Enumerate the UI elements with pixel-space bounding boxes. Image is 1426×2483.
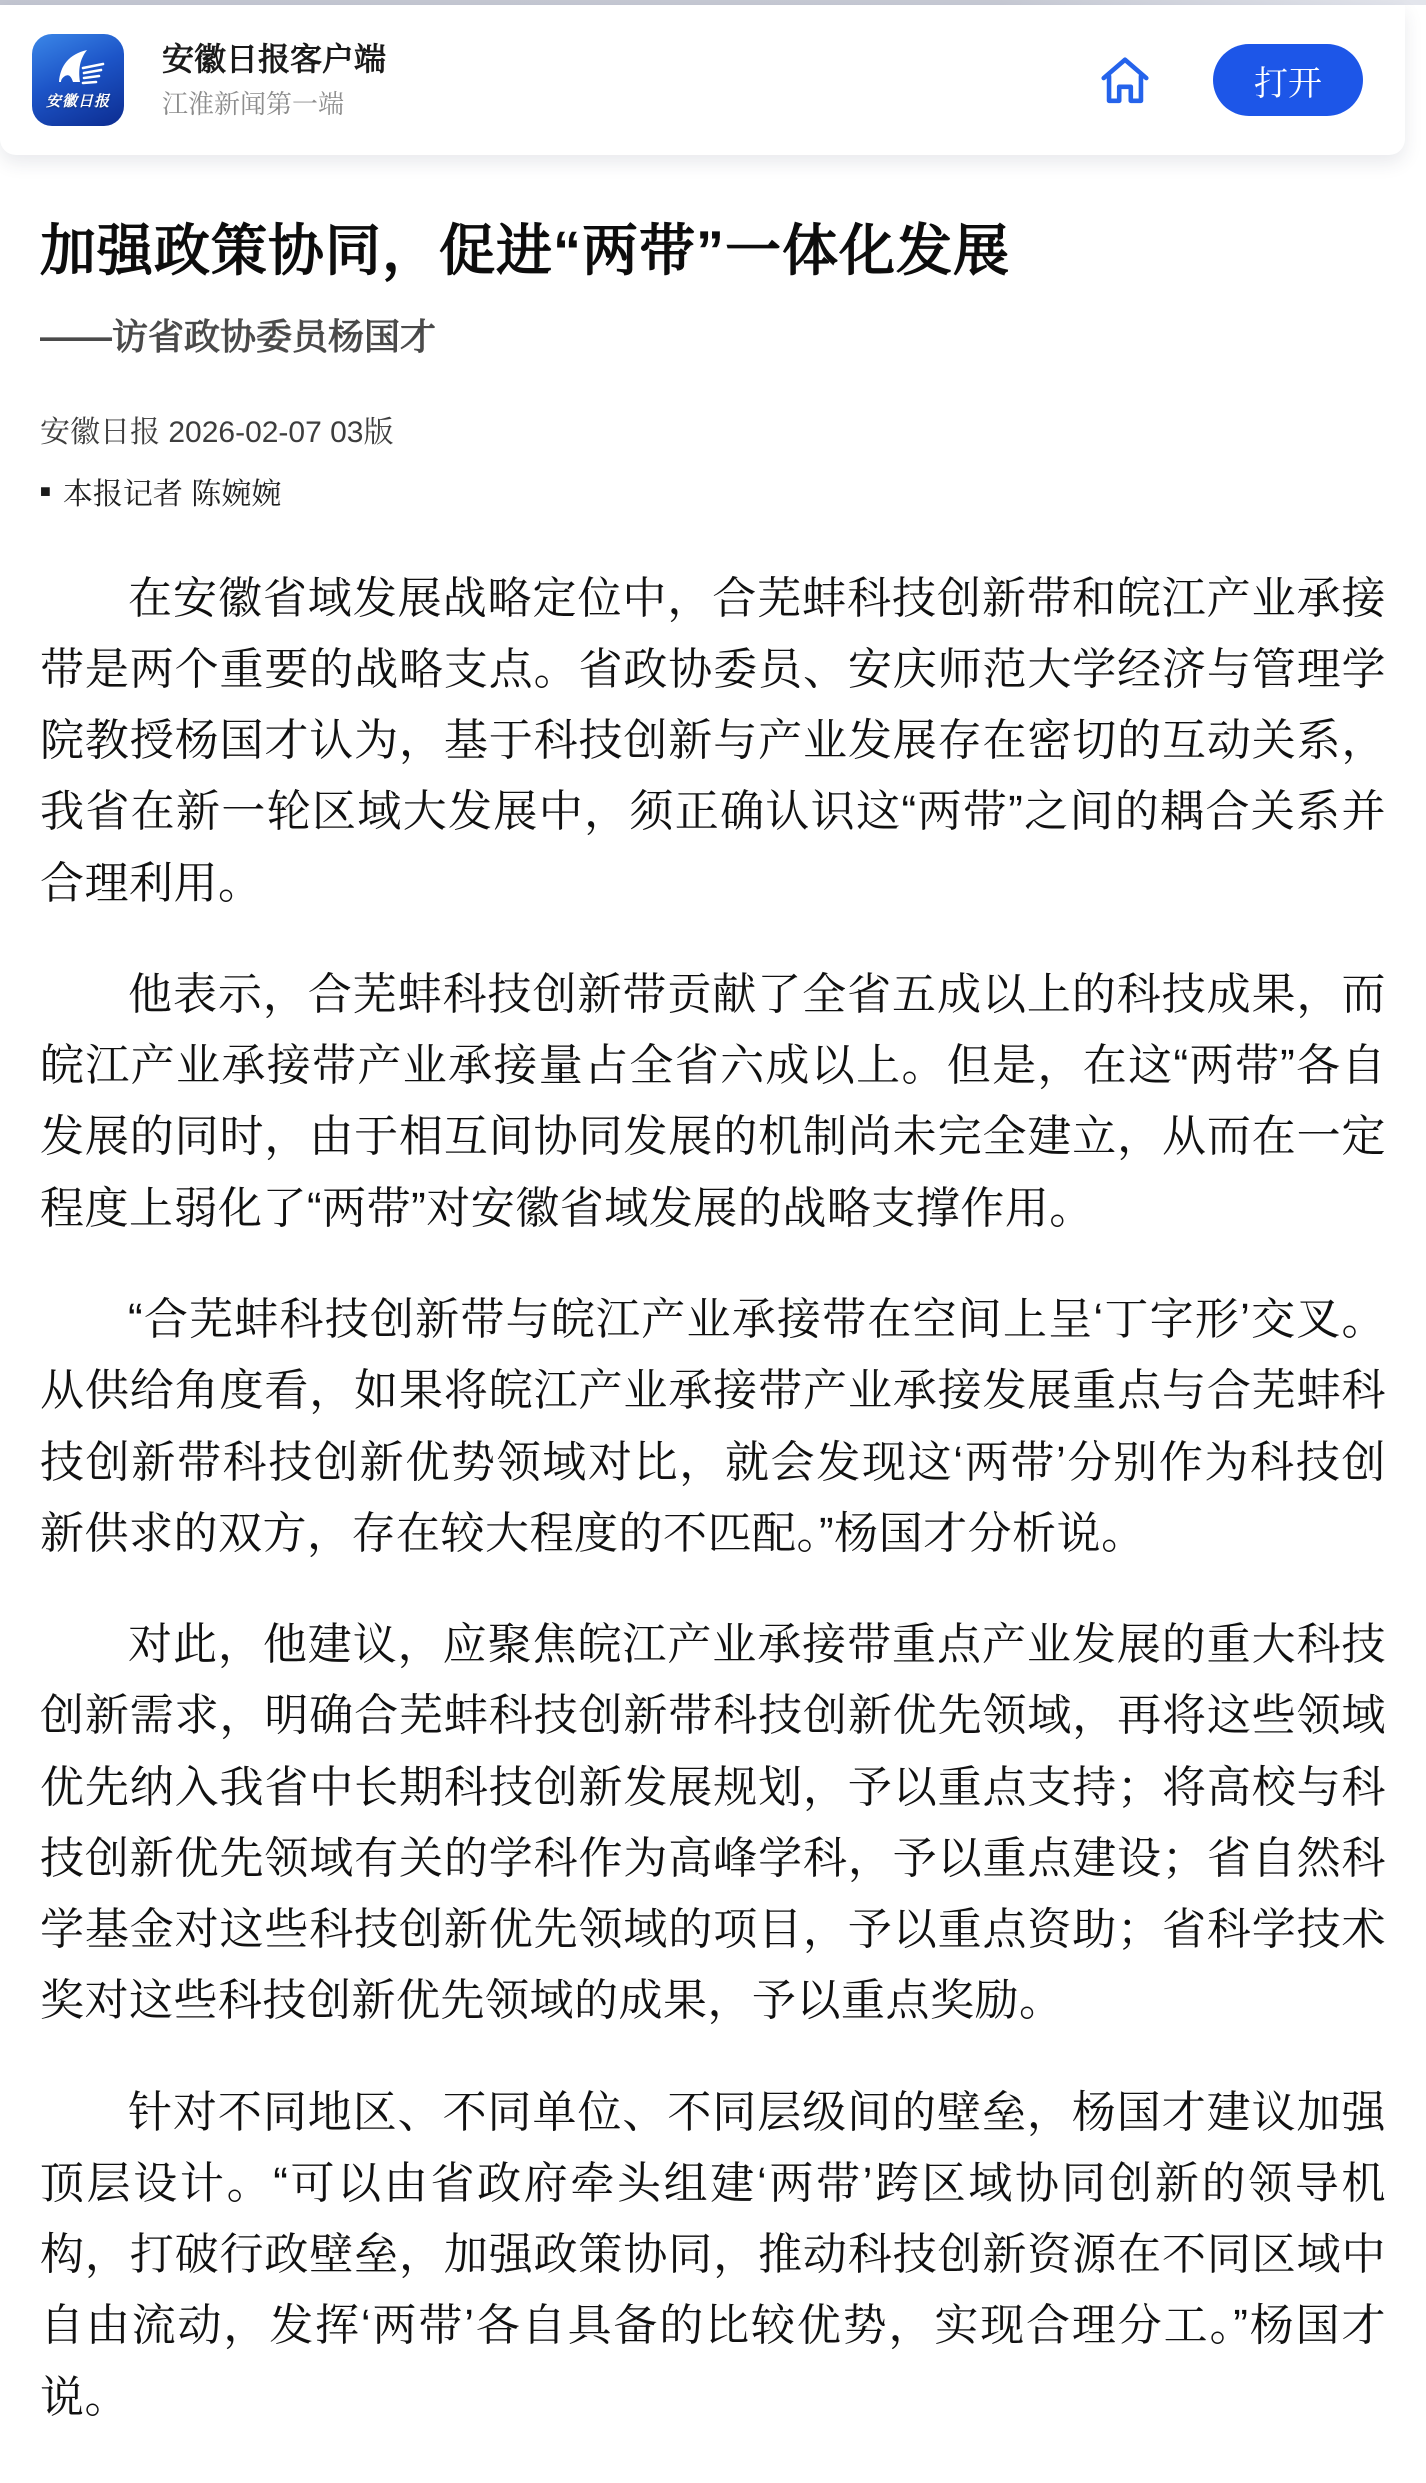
article-paragraph: 他表示，合芜蚌科技创新带贡献了全省五成以上的科技成果，而皖江产业承接带产业承接量占全省六成以上。但是，在这“两带”各自发展的同时，由于相互间协同发展的机制尚未完全建立，从而在一定程度上弱化了“两带”对安徽省域发展的战略支撑作用。 xyxy=(40,969,1386,1233)
app-icon-label: 安徽日报 xyxy=(45,93,110,110)
home-icon xyxy=(1096,51,1154,109)
app-tagline: 江淮新闻第一端 xyxy=(162,89,345,120)
app-download-banner xyxy=(0,5,1405,155)
article-paragraph: “合芜蚌科技创新带与皖江产业承接带在空间上呈‘丁字形’交叉。从供给角度看，如果将皖江产业承接带产业承接发展重点与合芜蚌科技创新带科技创新优势领域对比，就会发现这‘两带’分别作为科技创新供求的双方，存在较大程度的不匹配。”杨国才分析说。 xyxy=(40,1294,1386,1558)
app-meta xyxy=(162,39,1095,120)
article-paragraph: 对此，他建议，应聚焦皖江产业承接带重点产业发展的重大科技创新需求，明确合芜蚌科技创新带科技创新优先领域，再将这些领域优先纳入我省中长期科技创新发展规划，予以重点支持；将高校与科技创新优先领域有关的学科作为高峰学科，予以重点建设；省自然科学基金对这些科技创新优先领域的项目，予以重点资助；省科学技术奖对这些科技创新优先领域的成果，予以重点奖励。 xyxy=(40,1620,1386,2026)
article-paragraph: 针对不同地区、不同单位、不同层级间的壁垒，杨国才建议加强顶层设计。“可以由省政府牵头组建‘两带’跨区域协同创新的领导机构，打破行政壁垒，加强政策协同，推动科技创新资源在不同区域中自由流动，发挥‘两带’各自具备的比较优势，实现合理分工。”杨国才说。 xyxy=(40,2087,1386,2422)
byline-bullet-icon: ■ xyxy=(40,480,51,501)
app-logo xyxy=(32,34,124,126)
article-byline xyxy=(40,469,1386,513)
anhui-daily-logo-icon xyxy=(49,42,107,94)
home-button[interactable] xyxy=(1095,50,1155,110)
open-app-button[interactable]: 打开 xyxy=(1213,44,1363,116)
article-paragraph: 在安徽省域发展战略定位中，合芜蚌科技创新带和皖江产业承接带是两个重要的战略支点。省政协委员、安庆师范大学经济与管理学院教授杨国才认为，基于科技创新与产业发展存在密切的互动关系，我省在新一轮区域大发展中，须正确认识这“两带”之间的耦合关系并合理利用。 xyxy=(40,573,1386,908)
byline-text: 本报记者 陈婉婉 xyxy=(62,477,282,511)
article-source: 安徽日报 2026-02-07 03版 xyxy=(40,415,394,449)
article xyxy=(0,155,1426,2483)
article-title: 加强政策协同，促进“两带”一体化发展 xyxy=(40,219,1010,282)
app-name: 安徽日报客户端 xyxy=(162,41,387,78)
article-subtitle: ——访省政协委员杨国才 xyxy=(40,315,437,357)
article-body xyxy=(40,563,1386,2433)
